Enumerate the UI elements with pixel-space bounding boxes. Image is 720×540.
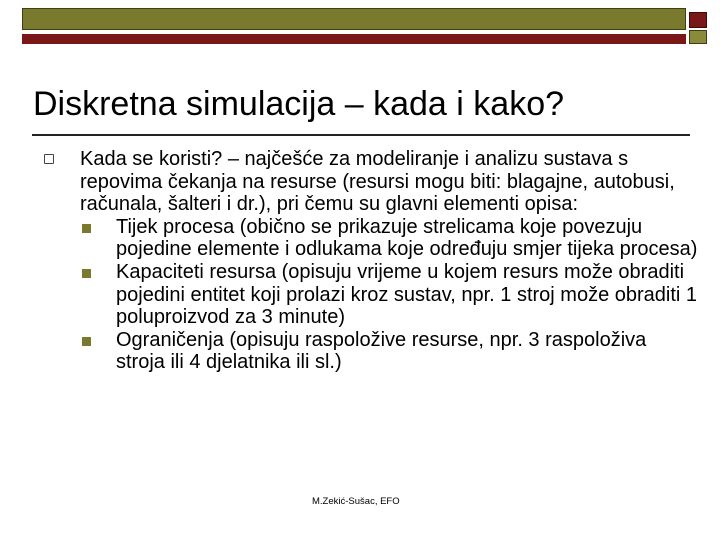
filled-square-bullet-icon [82, 269, 91, 278]
sub-bullet-item [80, 216, 700, 261]
red-band [22, 34, 686, 44]
filled-square-bullet-icon [82, 337, 91, 346]
olive-band [22, 8, 686, 30]
sub-bullet-item [80, 329, 700, 374]
sub-bullet-item [80, 261, 700, 329]
sub-bullet-text: Kapaciteti resursa (opisuju vrijeme u kojem resurs može obraditi pojedini entitet koji prolazi kroz sustav, npr. 1 stroj može obraditi 1 poluproizvod za 3 minute) [116, 260, 698, 329]
header-decoration [22, 8, 708, 44]
slide-body [80, 148, 700, 374]
sub-bullet-text: Ograničenja (opisuju raspoložive resurse, npr. 3 raspoloživa stroja ili 4 djelatnika ili sl.) [116, 328, 647, 374]
main-bullet-text: Kada se koristi? – najčešće za modeliranje i analizu sustava s repovima čekanja na resurse (resursi mogu biti: blagajne, autobusi, računala, šalteri i dr.), pri čemu su glavni elementi opisa: [80, 148, 675, 216]
red-square-decoration [689, 12, 707, 28]
olive-square-decoration [689, 30, 707, 44]
slide-title: Diskretna simulacija – kada i kako? [33, 85, 565, 123]
slide-footer: M.Zekić-Sušac, EFO [312, 496, 400, 507]
title-divider [32, 134, 690, 136]
hollow-square-bullet-icon [44, 154, 54, 164]
filled-square-bullet-icon [82, 224, 91, 233]
sub-bullet-text: Tijek procesa (obično se prikazuje strelicama koje povezuju pojedine elemente i odlukama koje određuju smjer tijeka procesa) [116, 215, 698, 261]
